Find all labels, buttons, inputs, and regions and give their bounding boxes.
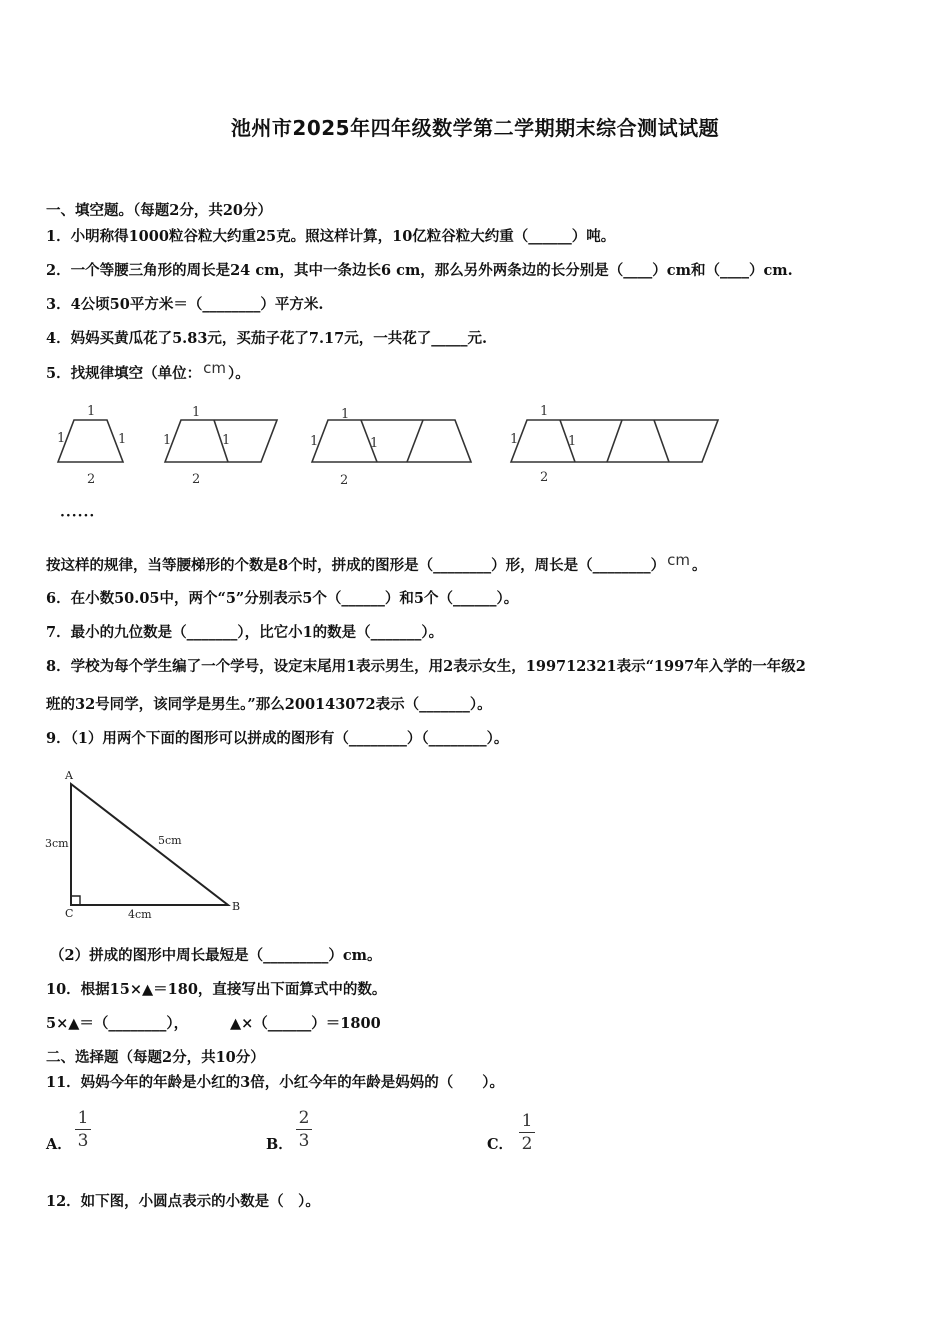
triangle-abc xyxy=(71,784,228,905)
trapezoid-3 xyxy=(312,420,471,462)
question-9-part-2: （2）拼成的图形中周长最短是（_________）cm。 xyxy=(50,947,382,964)
question-5-text: 5．找规律填空（单位： xyxy=(46,365,202,382)
question-3: 3．4公顷50平方米＝（________）平方米. xyxy=(46,296,324,313)
question-2: 2．一个等腰三角形的周长是24 cm，其中一条边长6 cm，那么另外两条边的长分别是（____）cm和（____）cm. xyxy=(46,262,793,279)
vertex-b-label: B xyxy=(232,900,241,913)
question-5-answer-text: 按这样的规律，当等腰梯形的个数是8个时，拼成的图形是（________）形，周长是（________） xyxy=(46,557,666,574)
fraction-bar xyxy=(75,1129,91,1130)
ellipsis-dots: ······ xyxy=(60,508,96,524)
fraction-denominator: 2 xyxy=(521,1134,533,1154)
fig4-left-label: 1 xyxy=(510,432,519,447)
option-a-label: A． xyxy=(46,1136,72,1153)
vertex-c-label: C xyxy=(65,907,74,920)
fraction-bar xyxy=(519,1132,535,1133)
question-12: 12．如下图，小圆点表示的小数是（ ）。 xyxy=(46,1193,320,1210)
question-4: 4．妈妈买黄瓜花了5.83元，买茄子花了7.17元，一共花了_____元. xyxy=(46,330,488,347)
unit-label: cm xyxy=(203,359,226,377)
fig2-mid-label: 1 xyxy=(222,433,231,448)
section-heading-2: 二、选择题（每题2分，共10分） xyxy=(46,1049,265,1066)
fig3-mid-label: 1 xyxy=(370,436,379,451)
vertex-a-label: A xyxy=(65,769,73,782)
fig1-left-label: 1 xyxy=(57,431,66,446)
question-8-line-2: 班的32号同学，该同学是男生。”那么200143072表示（_______）。 xyxy=(46,696,492,713)
fraction-bar xyxy=(296,1129,312,1130)
option-c-label: C． xyxy=(487,1136,514,1153)
right-triangle-figure xyxy=(40,765,260,929)
side-ac-label: 3cm xyxy=(45,837,69,850)
question-11: 11．妈妈今年的年龄是小红的3倍，小红今年的年龄是妈妈的（ ）。 xyxy=(46,1074,505,1091)
fraction-denominator: 3 xyxy=(298,1131,310,1151)
fraction-numerator: 1 xyxy=(77,1108,89,1128)
question-10-equation-1: 5×▲＝（________）， xyxy=(46,1015,189,1032)
fig4-mid-label: 1 xyxy=(568,434,577,449)
question-7: 7．最小的九位数是（_______），比它小1的数是（_______）。 xyxy=(46,624,444,641)
fig1-bottom-label: 2 xyxy=(87,472,96,487)
fig3-left-label: 1 xyxy=(310,434,319,449)
fig1-right-label: 1 xyxy=(118,432,127,447)
trapezoid-pattern-figure xyxy=(50,398,730,497)
fig1-top-label: 1 xyxy=(87,404,96,419)
fig2-top-label: 1 xyxy=(192,405,201,420)
fig2-left-label: 1 xyxy=(163,433,172,448)
fig3-top-label: 1 xyxy=(341,407,350,422)
question-10: 10．根据15×▲＝180，直接写出下面算式中的数。 xyxy=(46,981,387,998)
option-a-fraction xyxy=(75,1108,91,1151)
option-b-label: B． xyxy=(266,1136,293,1153)
fig3-bottom-label: 2 xyxy=(340,473,349,488)
fig4-bottom-label: 2 xyxy=(540,470,549,485)
question-8-line-1: 8．学校为每个学生编了一个学号，设定末尾用1表示男生，用2表示女生，199712321表示“1997年入学的一年级2 xyxy=(46,658,806,675)
question-1: 1．小明称得1000粒谷粒大约重25克。照这样计算，10亿粒谷粒大约重（______）吨。 xyxy=(46,228,616,245)
fraction-numerator: 2 xyxy=(298,1108,310,1128)
fraction-denominator: 3 xyxy=(77,1131,89,1151)
side-cb-label: 4cm xyxy=(128,908,152,921)
side-ab-label: 5cm xyxy=(158,834,182,847)
right-angle-mark xyxy=(71,896,80,905)
question-5-answer-suffix: 。 xyxy=(691,557,707,574)
trapezoid-1 xyxy=(58,420,123,462)
page-title: 池州市2025年四年级数学第二学期期末综合测试试题 xyxy=(230,116,720,140)
fig2-bottom-label: 2 xyxy=(192,472,201,487)
question-5-suffix: ）。 xyxy=(227,365,250,382)
unit-label: cm xyxy=(667,551,690,569)
question-5-answer-line xyxy=(46,551,707,576)
question-6: 6．在小数50.05中，两个“5”分别表示5个（______）和5个（______）。 xyxy=(46,590,519,607)
option-b-fraction xyxy=(296,1108,312,1151)
question-5 xyxy=(46,359,250,384)
fraction-numerator: 1 xyxy=(521,1111,533,1131)
question-10-equation-2: ▲×（______）＝1800 xyxy=(230,1015,381,1032)
fig4-top-label: 1 xyxy=(540,404,549,419)
question-9-part-1: 9．（1）用两个下面的图形可以拼成的图形有（________）（________）。 xyxy=(46,730,509,747)
option-c-fraction xyxy=(519,1111,535,1154)
section-heading-1: 一、填空题。（每题2分，共20分） xyxy=(46,202,273,219)
